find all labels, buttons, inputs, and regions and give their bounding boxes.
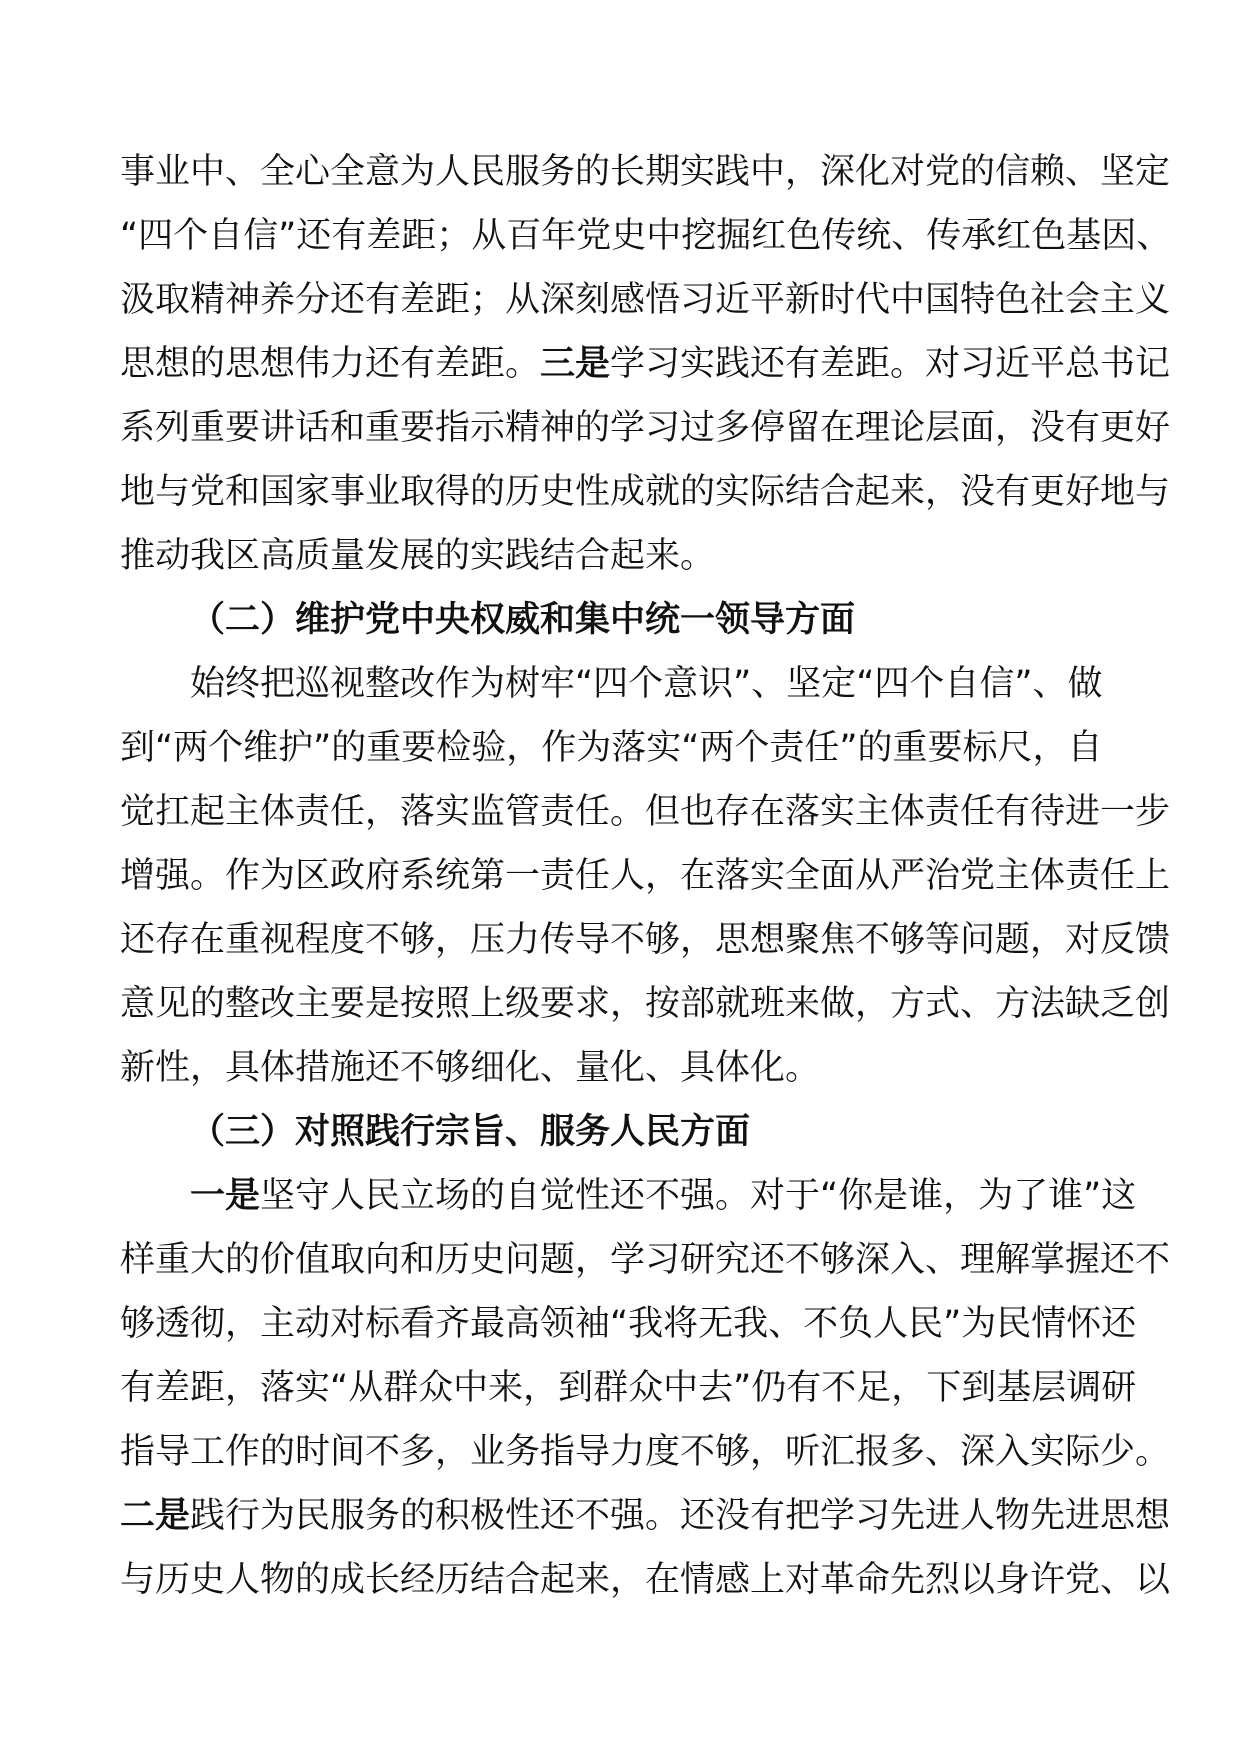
text-line: 样重大的价值取向和历史问题，学习研究还不够深入、理解掌握还不: [120, 1240, 1171, 1280]
text-run: 学习实践还有差距。对习近平总书记: [610, 344, 1171, 384]
text-line: [120, 1164, 1137, 1228]
text-line: 到“两个维护”的重要检验，作为落实“两个责任”的重要标尺，自: [120, 728, 1103, 768]
text-run: 坚守人民立场的自觉性还不强。对于“你是谁，为了谁”这: [260, 1176, 1137, 1216]
text-line: 够透彻，主动对标看齐最高领袖“我将无我、不负人民”为民情怀还: [120, 1304, 1137, 1344]
text-line: 地与党和国家事业取得的历史性成就的实际结合起来，没有更好地与: [120, 472, 1171, 512]
text-line: 系列重要讲话和重要指示精神的学习过多停留在理论层面，没有更好: [120, 408, 1171, 448]
emphasis-label: 一是: [190, 1176, 261, 1216]
text-line: 新性，具体措施还不够细化、量化、具体化。: [120, 1048, 821, 1088]
text-line: 与历史人物的成长经历结合起来，在情感上对革命先烈以身许党、以: [120, 1560, 1171, 1600]
text-line: 推动我区高质量发展的实践结合起来。: [120, 536, 716, 576]
text-run: 践行为民服务的积极性还不强。还没有把学习先进人物先进思想: [190, 1496, 1171, 1536]
text-run: 思想的思想伟力还有差距。: [120, 344, 541, 384]
document-body: [120, 140, 1172, 1612]
emphasis-label: 三是: [540, 344, 611, 384]
text-line: [120, 332, 1171, 396]
text-line: 事业中、全心全意为人民服务的长期实践中，深化对党的信赖、坚定: [120, 152, 1171, 192]
text-line: 始终把巡视整改作为树牢“四个意识”、坚定“四个自信”、做: [190, 664, 1103, 704]
section-heading: （三）对照践行宗旨、服务人民方面: [190, 1112, 751, 1152]
section-heading: （二）维护党中央权威和集中统一领导方面: [190, 600, 856, 640]
text-line: 有差距，落实“从群众中来，到群众中去”仍有不足，下到基层调研: [120, 1368, 1137, 1408]
text-line: 意见的整改主要是按照上级要求，按部就班来做，方式、方法缺乏创: [120, 984, 1171, 1024]
emphasis-label: 二是: [120, 1496, 191, 1536]
text-line: “四个自信”还有差距；从百年党史中挖掘红色传统、传承红色基因、: [120, 216, 1172, 256]
text-line: [120, 1484, 1171, 1548]
text-line: 汲取精神养分还有差距；从深刻感悟习近平新时代中国特色社会主义: [120, 280, 1171, 320]
text-line: 觉扛起主体责任，落实监管责任。但也存在落实主体责任有待进一步: [120, 792, 1171, 832]
text-line: 还存在重视程度不够，压力传导不够，思想聚焦不够等问题，对反馈: [120, 920, 1171, 960]
text-line: 指导工作的时间不多，业务指导力度不够，听汇报多、深入实际少。: [120, 1432, 1171, 1472]
text-line: 增强。作为区政府系统第一责任人，在落实全面从严治党主体责任上: [120, 856, 1171, 896]
